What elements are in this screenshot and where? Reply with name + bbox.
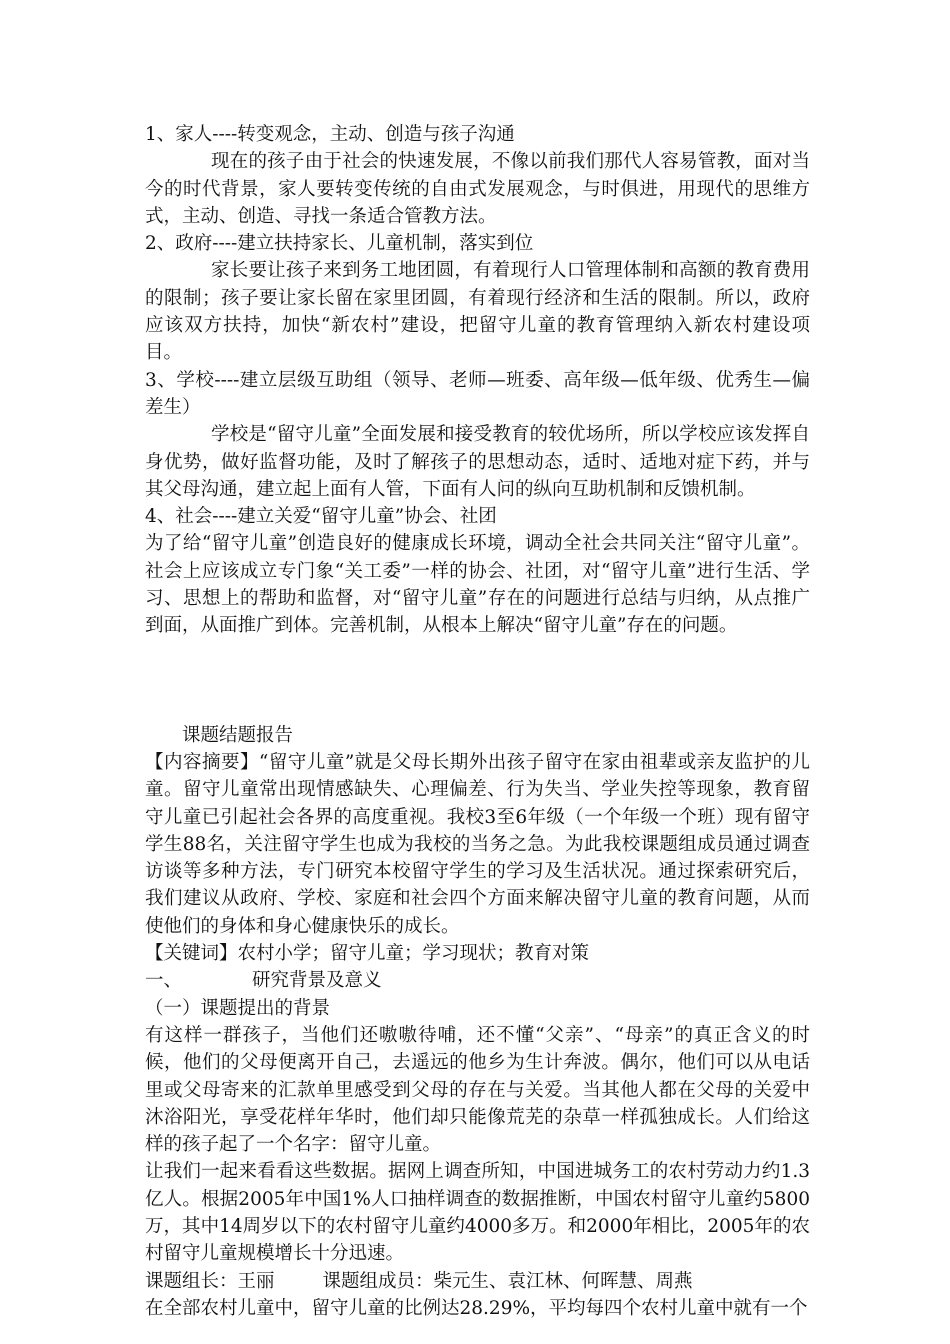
subsection-1-heading: （一）课题提出的背景 [145,997,331,1019]
section-3-body: 学校是“留守儿童”全面发展和接受教育的较优场所，所以学校应该发挥自身优势，做好监督功能，及时了解孩子的思想动态，适时、适地对症下药，并与其父母沟通，建立起上面有人管，下面有人问的纵向互助机制和反馈机制。 [145,424,810,500]
section-gap [145,640,810,722]
part-1-heading [145,967,810,994]
section-2-body: 家长要让孩子来到务工地团圆，有着现行人口管理体制和高额的教育费用的限制；孩子要让家长留在家里团圆，有着现行经济和生活的限制。所以，政府应该双方扶持，加快“新农村”建设，把留守儿童的教育管理纳入新农村建设项目。 [145,260,810,364]
section-4-heading: 4、社会----建立关爱“留守儿童”协会、社团 [145,506,497,528]
section-3-heading: 3、学校----建立层级互助组（领导、老师—班委、高年级—低年级、优秀生—偏差生） [145,369,810,418]
background-paragraph-2: 让我们一起来看看这些数据。据网上调查所知，中国进城务工的农村劳动力约1.3亿人。根据2005年中国1%人口抽样调查的数据推断，中国农村留守儿童约5800万，其中14周岁以下的农村留守儿童约4000多万。和2000年相比，2005年的农村留守儿童规模增长十分迅速。 [145,1161,810,1265]
part-1-number: 一、 [145,970,183,992]
section-2-heading: 2、政府----建立扶持家长、儿童机制，落实到位 [145,233,534,255]
team-members: 课题组成员：柴元生、袁江林、何晖慧、周燕 [322,1270,693,1292]
background-paragraph-3: 在全部农村儿童中，留守儿童的比例达28.29%，平均每四个农村儿童中就有一个 [145,1297,808,1319]
team-leader: 课题组长：王丽 [145,1270,275,1292]
document-page [145,121,810,1322]
report-keywords: 【关键词】农村小学；留守儿童；学习现状；教育对策 [145,943,590,965]
section-1-body: 现在的孩子由于社会的快速发展，不像以前我们那代人容易管教，面对当今的时代背景，家人要转变传统的自由式发展观念，与时俱进，用现代的思维方式，主动、创造、寻找一条适合管教方法。 [145,151,810,227]
section-4-body: 为了给“留守儿童”创造良好的健康成长环境，调动全社会共同关注“留守儿童”。社会上应该成立专门象“关工委”一样的协会、社团，对“留守儿童”进行生活、学习、思想上的帮助和监督，对“留守儿童”存在的问题进行总结与归纳，从点推广到面，从面推广到体。完善机制，从根本上解决“留守儿童”存在的问题。 [145,533,810,637]
background-paragraph-1: 有这样一群孩子，当他们还嗷嗷待哺，还不懂“父亲”、“母亲”的真正含义的时候，他们的父母便离开自己，去遥远的他乡为生计奔波。偶尔，他们可以从电话里或父母寄来的汇款单里感受到父母的存在与关爱。当其他人都在父母的关爱中沐浴阳光，享受花样年华时，他们却只能像荒芜的杂草一样孤独成长。人们给这样的孩子起了一个名字：留守儿童。 [145,1024,810,1156]
report-abstract: 【内容摘要】“留守儿童”就是父母长期外出孩子留守在家由祖辈或亲友监护的儿童。留守儿童常出现情感缺失、心理偏差、行为失当、学业失控等现象，教育留守儿童已引起社会各界的高度重视。我校3至6年级（一个年级一个班）现有留守学生88名，关注留守学生也成为我校的当务之急。为此我校课题组成员通过调查访谈等多种方法，专门研究本校留守学生的学习及生活状况。通过探索研究后，我们建议从政府、学校、家庭和社会四个方面来解决留守儿童的教育问题，从而使他们的身体和身心健康快乐的成长。 [145,751,810,937]
part-1-title: 研究背景及意义 [252,970,382,992]
team-line [145,1268,810,1295]
section-1-heading: 1、家人----转变观念，主动、创造与孩子沟通 [145,124,515,145]
report-title: 课题结题报告 [182,724,294,746]
